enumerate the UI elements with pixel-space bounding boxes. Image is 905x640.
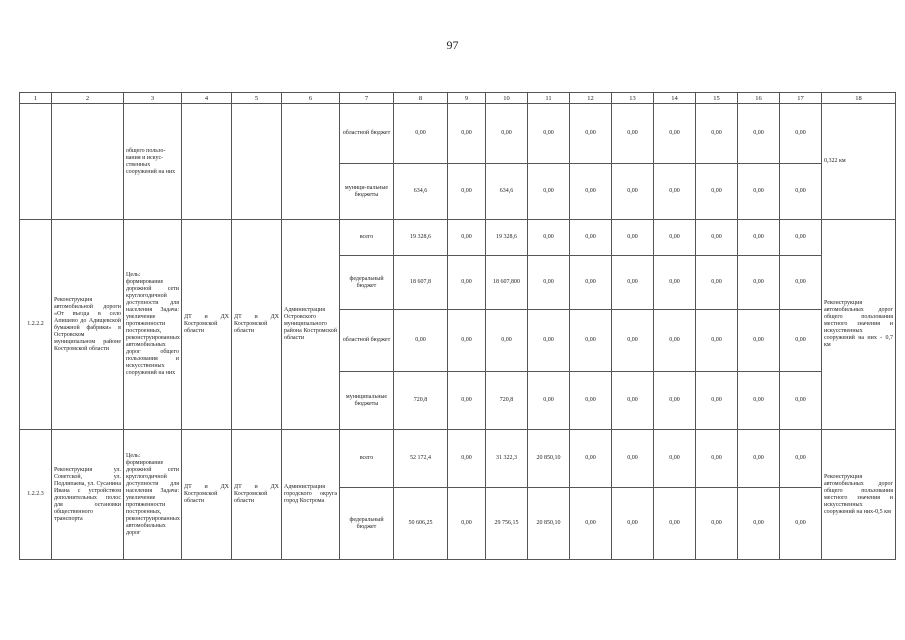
value-cell: 18 607,8 — [394, 256, 448, 310]
col4-cell: ДТ и ДХ Костромской области — [182, 430, 232, 560]
funding-source-cell: областной бюджет — [340, 310, 394, 372]
executor-cell — [282, 104, 340, 220]
value-cell: 0,00 — [448, 372, 486, 430]
value-cell: 0,00 — [448, 164, 486, 220]
value-cell: 0,00 — [696, 104, 738, 164]
value-cell: 0,00 — [528, 164, 570, 220]
value-cell: 0,00 — [654, 430, 696, 488]
value-cell: 720,8 — [486, 372, 528, 430]
executor-cell: Администрация городского округа город Кострома — [282, 430, 340, 560]
value-cell: 0,00 — [696, 372, 738, 430]
header-cell: 11 — [528, 93, 570, 104]
value-cell: 0,00 — [654, 256, 696, 310]
value-cell: 0,00 — [780, 372, 822, 430]
result-cell: Реконструкция автомобильных дорог общего пользования местного значения и искусственных сооружений на них - 0,7 км — [822, 220, 896, 430]
value-cell: 0,00 — [780, 430, 822, 488]
value-cell: 0,00 — [528, 372, 570, 430]
value-cell: 0,00 — [612, 372, 654, 430]
header-cell: 3 — [124, 93, 182, 104]
value-cell: 0,00 — [612, 104, 654, 164]
header-cell: 6 — [282, 93, 340, 104]
header-cell: 4 — [182, 93, 232, 104]
goal-cell: Цель: формирование дорожной сети круглогодичной доступности для населения Задача: увеличение протяженности построенных, реконструированных автомобильных дорог общего пользования и искусственных сооружений на них — [124, 220, 182, 430]
funding-source-cell: областной бюджет — [340, 104, 394, 164]
value-cell: 0,00 — [394, 104, 448, 164]
funding-source-cell: федеральный бюджет — [340, 256, 394, 310]
value-cell: 0,00 — [696, 256, 738, 310]
value-cell: 0,00 — [448, 310, 486, 372]
funding-source-cell: всего — [340, 430, 394, 488]
value-cell: 20 850,10 — [528, 488, 570, 560]
goal-cell: общего пользо-вания и искус-ственных сооружений на них — [124, 104, 182, 220]
table-row — [20, 220, 896, 256]
header-cell: 16 — [738, 93, 780, 104]
header-cell: 7 — [340, 93, 394, 104]
value-cell: 29 756,15 — [486, 488, 528, 560]
budget-table — [19, 92, 896, 560]
value-cell: 0,00 — [612, 256, 654, 310]
value-cell: 0,00 — [654, 104, 696, 164]
value-cell: 0,00 — [780, 256, 822, 310]
header-cell: 9 — [448, 93, 486, 104]
value-cell: 0,00 — [780, 164, 822, 220]
value-cell: 0,00 — [654, 372, 696, 430]
value-cell: 0,00 — [780, 220, 822, 256]
header-cell: 17 — [780, 93, 822, 104]
header-cell: 10 — [486, 93, 528, 104]
value-cell: 0,00 — [612, 488, 654, 560]
value-cell: 0,00 — [570, 372, 612, 430]
value-cell: 0,00 — [570, 164, 612, 220]
col5-cell: ДТ и ДХ Костромской области — [232, 430, 282, 560]
value-cell: 0,00 — [780, 104, 822, 164]
header-row — [20, 93, 896, 104]
value-cell: 0,00 — [448, 256, 486, 310]
header-cell: 5 — [232, 93, 282, 104]
value-cell: 0,00 — [570, 430, 612, 488]
value-cell: 0,00 — [654, 220, 696, 256]
value-cell: 0,00 — [612, 430, 654, 488]
page-number: 97 — [446, 38, 459, 52]
value-cell: 0,00 — [528, 220, 570, 256]
value-cell: 0,00 — [738, 310, 780, 372]
value-cell: 0,00 — [448, 488, 486, 560]
item-name-cell — [52, 104, 124, 220]
header-cell: 2 — [52, 93, 124, 104]
funding-source-cell: муниципальные бюджеты — [340, 372, 394, 430]
value-cell: 19 328,6 — [486, 220, 528, 256]
value-cell: 0,00 — [654, 310, 696, 372]
result-cell: 0,322 км — [822, 104, 896, 220]
header-cell: 1 — [20, 93, 52, 104]
value-cell: 0,00 — [738, 220, 780, 256]
value-cell: 0,00 — [696, 430, 738, 488]
value-cell: 0,00 — [738, 256, 780, 310]
value-cell: 0,00 — [696, 488, 738, 560]
goal-cell: Цель: формирование дорожной сети круглогодичной доступности для населения Задача: увеличение протяженности построенных, реконструированных автомобильных дорог — [124, 430, 182, 560]
value-cell: 720,8 — [394, 372, 448, 430]
value-cell: 0,00 — [612, 220, 654, 256]
value-cell: 0,00 — [528, 104, 570, 164]
executor-cell: Администрация Островского муниципального района Костромской области — [282, 220, 340, 430]
funding-source-cell: муници-пальные бюджеты — [340, 164, 394, 220]
funding-source-cell: всего — [340, 220, 394, 256]
value-cell: 0,00 — [654, 164, 696, 220]
header-cell: 12 — [570, 93, 612, 104]
value-cell: 0,00 — [738, 488, 780, 560]
value-cell: 0,00 — [612, 310, 654, 372]
value-cell: 0,00 — [738, 430, 780, 488]
value-cell: 0,00 — [486, 310, 528, 372]
value-cell: 0,00 — [570, 488, 612, 560]
value-cell: 0,00 — [448, 104, 486, 164]
header-cell: 18 — [822, 93, 896, 104]
item-name-cell: Реконструкция ул. Советской, ул. Подлипаева, ул. Сусанина Ивана с устройством дополнительных полос для остановки общественного транспорта — [52, 430, 124, 560]
value-cell: 0,00 — [570, 104, 612, 164]
header-cell: 14 — [654, 93, 696, 104]
col4-cell: ДТ и ДХ Костромской области — [182, 220, 232, 430]
value-cell: 0,00 — [780, 488, 822, 560]
value-cell: 50 606,25 — [394, 488, 448, 560]
value-cell: 0,00 — [570, 220, 612, 256]
value-cell: 0,00 — [570, 310, 612, 372]
value-cell: 0,00 — [780, 310, 822, 372]
value-cell: 0,00 — [696, 310, 738, 372]
value-cell: 634,6 — [486, 164, 528, 220]
value-cell: 0,00 — [394, 310, 448, 372]
value-cell: 0,00 — [448, 430, 486, 488]
col5-cell — [232, 104, 282, 220]
value-cell: 0,00 — [448, 220, 486, 256]
value-cell: 0,00 — [570, 256, 612, 310]
value-cell: 0,00 — [738, 372, 780, 430]
value-cell: 52 172,4 — [394, 430, 448, 488]
value-cell: 0,00 — [696, 164, 738, 220]
item-number-cell — [20, 104, 52, 220]
value-cell: 19 328,6 — [394, 220, 448, 256]
value-cell: 0,00 — [612, 164, 654, 220]
value-cell: 0,00 — [528, 310, 570, 372]
header-cell: 15 — [696, 93, 738, 104]
value-cell: 0,00 — [654, 488, 696, 560]
table-row — [20, 430, 896, 488]
value-cell: 0,00 — [738, 104, 780, 164]
col5-cell: ДТ и ДХ Костромской области — [232, 220, 282, 430]
value-cell: 31 322,3 — [486, 430, 528, 488]
value-cell: 0,00 — [528, 256, 570, 310]
header-cell: 13 — [612, 93, 654, 104]
value-cell: 634,6 — [394, 164, 448, 220]
item-number-cell: 1.2.2.2 — [20, 220, 52, 430]
header-cell: 8 — [394, 93, 448, 104]
value-cell: 20 850,10 — [528, 430, 570, 488]
col4-cell — [182, 104, 232, 220]
value-cell: 18 607,800 — [486, 256, 528, 310]
table-row — [20, 104, 896, 164]
value-cell: 0,00 — [696, 220, 738, 256]
funding-source-cell: федеральный бюджет — [340, 488, 394, 560]
result-cell: Реконструкция автомобильных дорог общего пользования местного значения и искусственных сооружений на них-0,5 км — [822, 430, 896, 560]
value-cell: 0,00 — [486, 104, 528, 164]
item-name-cell: Реконструкция автомобильной дороги «От въезда в село Апишево до Адищевской бумажной фабрики» в Островском муниципальном районе Костромской области — [52, 220, 124, 430]
item-number-cell: 1.2.2.3 — [20, 430, 52, 560]
value-cell: 0,00 — [738, 164, 780, 220]
